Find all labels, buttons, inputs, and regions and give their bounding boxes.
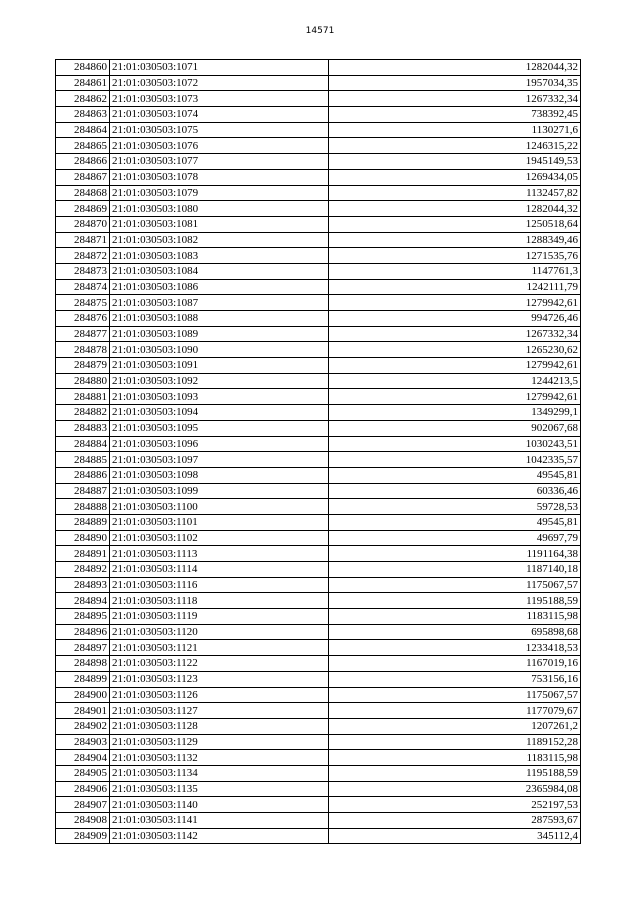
cadastral-value-cell: 1288349,46 [329,232,581,248]
page-number: 14571 [305,26,335,36]
table-row [56,154,581,170]
cadastral-number-cell: 21:01:030503:1121 [110,640,329,656]
table-row [56,546,581,562]
cadastral-number-cell: 21:01:030503:1113 [110,546,329,562]
table-row [56,640,581,656]
row-number-cell: 284899 [56,671,110,687]
table-row [56,562,581,578]
cadastral-value-cell: 1282044,32 [329,201,581,217]
cadastral-value-cell: 1244213,5 [329,373,581,389]
cadastral-number-cell: 21:01:030503:1126 [110,687,329,703]
cadastral-value-cell: 1250518,64 [329,216,581,232]
table-row [56,609,581,625]
row-number-cell: 284887 [56,483,110,499]
table-row [56,687,581,703]
row-number-cell: 284894 [56,593,110,609]
cadastral-value-cell: 1207261,2 [329,718,581,734]
row-number-cell: 284897 [56,640,110,656]
row-number-cell: 284878 [56,342,110,358]
cadastral-value-cell: 1175067,57 [329,577,581,593]
cadastral-number-cell: 21:01:030503:1123 [110,671,329,687]
table-row [56,828,581,844]
row-number-cell: 284871 [56,232,110,248]
cadastral-value-cell: 49697,79 [329,530,581,546]
cadastral-value-cell: 1130271,6 [329,122,581,138]
row-number-cell: 284908 [56,813,110,829]
cadastral-value-cell: 1267332,34 [329,326,581,342]
table-row [56,420,581,436]
row-number-cell: 284863 [56,107,110,123]
table-row [56,107,581,123]
table-row [56,60,581,76]
cadastral-number-cell: 21:01:030503:1077 [110,154,329,170]
cadastral-number-cell: 21:01:030503:1090 [110,342,329,358]
table-row [56,813,581,829]
row-number-cell: 284902 [56,718,110,734]
row-number-cell: 284898 [56,656,110,672]
row-number-cell: 284891 [56,546,110,562]
table-row [56,326,581,342]
table-row [56,389,581,405]
cadastral-value-cell: 1183115,98 [329,609,581,625]
registry-table [55,59,581,844]
table-row [56,483,581,499]
table-row [56,530,581,546]
cadastral-number-cell: 21:01:030503:1075 [110,122,329,138]
cadastral-value-cell: 59728,53 [329,499,581,515]
cadastral-value-cell: 1183115,98 [329,750,581,766]
cadastral-number-cell: 21:01:030503:1120 [110,624,329,640]
table-row [56,138,581,154]
cadastral-number-cell: 21:01:030503:1141 [110,813,329,829]
table-row [56,373,581,389]
cadastral-value-cell: 1279942,61 [329,295,581,311]
row-number-cell: 284884 [56,436,110,452]
row-number-cell: 284895 [56,609,110,625]
cadastral-number-cell: 21:01:030503:1127 [110,703,329,719]
cadastral-value-cell: 902067,68 [329,420,581,436]
cadastral-number-cell: 21:01:030503:1097 [110,452,329,468]
table-row [56,405,581,421]
cadastral-number-cell: 21:01:030503:1091 [110,358,329,374]
cadastral-value-cell: 1279942,61 [329,358,581,374]
cadastral-number-cell: 21:01:030503:1080 [110,201,329,217]
table-row [56,358,581,374]
cadastral-value-cell: 695898,68 [329,624,581,640]
cadastral-value-cell: 1945149,53 [329,154,581,170]
row-number-cell: 284874 [56,279,110,295]
row-number-cell: 284889 [56,514,110,530]
cadastral-number-cell: 21:01:030503:1083 [110,248,329,264]
table-row [56,185,581,201]
cadastral-number-cell: 21:01:030503:1081 [110,216,329,232]
row-number-cell: 284869 [56,201,110,217]
cadastral-number-cell: 21:01:030503:1118 [110,593,329,609]
cadastral-value-cell: 1282044,32 [329,60,581,76]
cadastral-value-cell: 49545,81 [329,467,581,483]
table-row [56,263,581,279]
cadastral-value-cell: 1269434,05 [329,169,581,185]
cadastral-value-cell: 49545,81 [329,514,581,530]
cadastral-number-cell: 21:01:030503:1119 [110,609,329,625]
cadastral-value-cell: 1132457,82 [329,185,581,201]
table-row [56,248,581,264]
table-row [56,514,581,530]
cadastral-number-cell: 21:01:030503:1087 [110,295,329,311]
cadastral-value-cell: 1242111,79 [329,279,581,295]
table-row [56,718,581,734]
row-number-cell: 284900 [56,687,110,703]
table-row [56,703,581,719]
cadastral-number-cell: 21:01:030503:1096 [110,436,329,452]
cadastral-number-cell: 21:01:030503:1128 [110,718,329,734]
cadastral-number-cell: 21:01:030503:1076 [110,138,329,154]
row-number-cell: 284862 [56,91,110,107]
cadastral-number-cell: 21:01:030503:1132 [110,750,329,766]
cadastral-value-cell: 1189152,28 [329,734,581,750]
table-row [56,750,581,766]
row-number-cell: 284876 [56,311,110,327]
registry-table-body [56,60,581,844]
table-row [56,232,581,248]
cadastral-number-cell: 21:01:030503:1082 [110,232,329,248]
cadastral-number-cell: 21:01:030503:1084 [110,263,329,279]
cadastral-value-cell: 1195188,59 [329,593,581,609]
row-number-cell: 284882 [56,405,110,421]
cadastral-number-cell: 21:01:030503:1142 [110,828,329,844]
row-number-cell: 284888 [56,499,110,515]
table-row [56,342,581,358]
table-row [56,295,581,311]
table-row [56,499,581,515]
cadastral-value-cell: 753156,16 [329,671,581,687]
row-number-cell: 284860 [56,60,110,76]
row-number-cell: 284872 [56,248,110,264]
cadastral-value-cell: 287593,67 [329,813,581,829]
cadastral-number-cell: 21:01:030503:1140 [110,797,329,813]
table-row [56,781,581,797]
cadastral-value-cell: 1042335,57 [329,452,581,468]
cadastral-number-cell: 21:01:030503:1072 [110,75,329,91]
cadastral-number-cell: 21:01:030503:1094 [110,405,329,421]
cadastral-number-cell: 21:01:030503:1100 [110,499,329,515]
cadastral-number-cell: 21:01:030503:1114 [110,562,329,578]
cadastral-value-cell: 1147761,3 [329,263,581,279]
row-number-cell: 284875 [56,295,110,311]
table-row [56,734,581,750]
table-row [56,279,581,295]
row-number-cell: 284896 [56,624,110,640]
cadastral-number-cell: 21:01:030503:1078 [110,169,329,185]
table-row [56,593,581,609]
row-number-cell: 284893 [56,577,110,593]
table-row [56,467,581,483]
cadastral-number-cell: 21:01:030503:1095 [110,420,329,436]
row-number-cell: 284906 [56,781,110,797]
cadastral-number-cell: 21:01:030503:1122 [110,656,329,672]
cadastral-value-cell: 1957034,35 [329,75,581,91]
row-number-cell: 284892 [56,562,110,578]
row-number-cell: 284879 [56,358,110,374]
cadastral-number-cell: 21:01:030503:1086 [110,279,329,295]
cadastral-value-cell: 2365984,08 [329,781,581,797]
cadastral-value-cell: 738392,45 [329,107,581,123]
cadastral-value-cell: 345112,4 [329,828,581,844]
row-number-cell: 284883 [56,420,110,436]
cadastral-value-cell: 1030243,51 [329,436,581,452]
cadastral-value-cell: 252197,53 [329,797,581,813]
row-number-cell: 284865 [56,138,110,154]
cadastral-value-cell: 1175067,57 [329,687,581,703]
row-number-cell: 284873 [56,263,110,279]
table-row [56,91,581,107]
table-row [56,216,581,232]
table-row [56,656,581,672]
cadastral-number-cell: 21:01:030503:1099 [110,483,329,499]
cadastral-number-cell: 21:01:030503:1088 [110,311,329,327]
cadastral-value-cell: 1195188,59 [329,765,581,781]
cadastral-number-cell: 21:01:030503:1116 [110,577,329,593]
cadastral-value-cell: 1279942,61 [329,389,581,405]
table-row [56,201,581,217]
table-row [56,122,581,138]
cadastral-number-cell: 21:01:030503:1102 [110,530,329,546]
row-number-cell: 284866 [56,154,110,170]
cadastral-value-cell: 1271535,76 [329,248,581,264]
cadastral-value-cell: 60336,46 [329,483,581,499]
row-number-cell: 284864 [56,122,110,138]
cadastral-value-cell: 1267332,34 [329,91,581,107]
table-row [56,671,581,687]
row-number-cell: 284867 [56,169,110,185]
table-row [56,436,581,452]
table-row [56,797,581,813]
row-number-cell: 284904 [56,750,110,766]
cadastral-value-cell: 1167019,16 [329,656,581,672]
cadastral-value-cell: 1187140,18 [329,562,581,578]
table-row [56,452,581,468]
cadastral-number-cell: 21:01:030503:1092 [110,373,329,389]
row-number-cell: 284901 [56,703,110,719]
row-number-cell: 284868 [56,185,110,201]
table-row [56,169,581,185]
row-number-cell: 284909 [56,828,110,844]
row-number-cell: 284905 [56,765,110,781]
table-row [56,624,581,640]
cadastral-number-cell: 21:01:030503:1079 [110,185,329,201]
row-number-cell: 284881 [56,389,110,405]
table-row [56,75,581,91]
cadastral-number-cell: 21:01:030503:1098 [110,467,329,483]
cadastral-number-cell: 21:01:030503:1074 [110,107,329,123]
cadastral-number-cell: 21:01:030503:1089 [110,326,329,342]
row-number-cell: 284877 [56,326,110,342]
cadastral-value-cell: 1246315,22 [329,138,581,154]
cadastral-value-cell: 1233418,53 [329,640,581,656]
cadastral-number-cell: 21:01:030503:1135 [110,781,329,797]
cadastral-value-cell: 1177079,67 [329,703,581,719]
row-number-cell: 284907 [56,797,110,813]
row-number-cell: 284885 [56,452,110,468]
row-number-cell: 284890 [56,530,110,546]
row-number-cell: 284880 [56,373,110,389]
table-row [56,311,581,327]
cadastral-value-cell: 1349299,1 [329,405,581,421]
cadastral-value-cell: 1191164,38 [329,546,581,562]
row-number-cell: 284886 [56,467,110,483]
cadastral-number-cell: 21:01:030503:1129 [110,734,329,750]
row-number-cell: 284903 [56,734,110,750]
cadastral-value-cell: 1265230,62 [329,342,581,358]
row-number-cell: 284870 [56,216,110,232]
table-row [56,765,581,781]
cadastral-number-cell: 21:01:030503:1093 [110,389,329,405]
cadastral-number-cell: 21:01:030503:1134 [110,765,329,781]
table-row [56,577,581,593]
cadastral-number-cell: 21:01:030503:1101 [110,514,329,530]
row-number-cell: 284861 [56,75,110,91]
cadastral-value-cell: 994726,46 [329,311,581,327]
cadastral-number-cell: 21:01:030503:1073 [110,91,329,107]
cadastral-number-cell: 21:01:030503:1071 [110,60,329,76]
